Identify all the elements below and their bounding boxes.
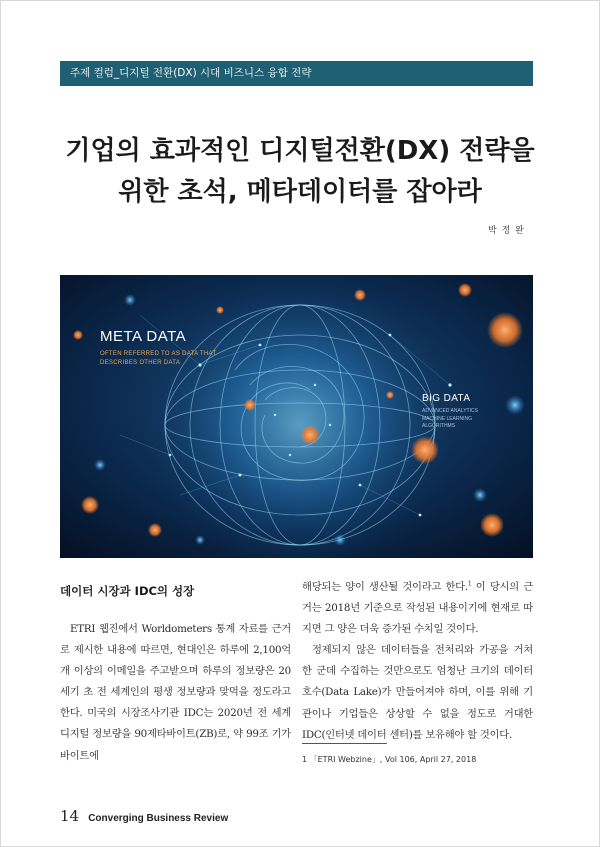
meta-data-sublabel: OFTEN REFERRED TO AS DATA THAT DESCRIBES OTHER DATA xyxy=(100,351,217,366)
column-banner: 주제 컬럼_디지털 전환(DX) 시대 비즈니스 융합 전략 xyxy=(60,61,533,86)
page-footer xyxy=(60,806,228,825)
paragraph-2-end: 이 당시의 근거는 2018년 기준으로 작성된 내용이기에 현재로 따지면 그 양은 더욱 증가된 수치일 것이다. xyxy=(302,581,533,636)
hero-image xyxy=(60,275,533,558)
footnote-ref: 1 xyxy=(467,580,472,588)
section-heading: 데이터 시장과 IDC의 성장 xyxy=(60,584,195,598)
body-paragraph-1: ETRI 웹진에서 Worldometers 통계 자료를 근거로 제시한 내용에 따르면, 현대인은 하루에 2,100억 개 이상의 이메일을 주고받으며 하루의 정보량은 20세기 초 전 세계인의 평생 정보량과 맞먹을 정도라고 한다. 미국의 시장조사기관 IDC는 2020년 전 세계 디지털 정보량을 90제타바이트(ZB)로, 약 99조 기가바이트에 xyxy=(60,623,291,762)
body-column-left xyxy=(60,619,291,767)
article-title xyxy=(0,131,600,213)
body-column-right xyxy=(302,577,533,746)
meta-data-label: META DATA xyxy=(100,328,187,345)
title-line-2: 위한 초석, 메타데이터를 잡아라 xyxy=(118,177,482,207)
page-number: 14 xyxy=(60,807,80,825)
paragraph-2-start: 해당되는 양이 생산될 것이라고 한다. xyxy=(302,581,468,593)
big-data-label: BIG DATA xyxy=(422,393,471,404)
body-paragraph-2 xyxy=(302,577,533,640)
title-line-1: 기업의 효과적인 디지털전환(DX) 전략을 xyxy=(65,136,535,166)
author-name: 박 정 완 xyxy=(488,226,525,236)
big-data-sublabel: ADVANCED ANALYTICS MACHINE LEARNING ALGORITHMS xyxy=(422,408,478,429)
publication-name: Converging Business Review xyxy=(88,813,229,824)
footnote: 1 「ETRI Webzine」, Vol 106, April 27, 2018 xyxy=(302,755,477,764)
body-paragraph-3: 정제되지 않은 데이터들을 전처리와 가공을 거쳐 한 군데 수집하는 것만으로도 엄청난 크기의 데이터 호수(Data Lake)가 만들어져야 하며, 이를 위해 기관이나 기업들은 상상할 수 없을 정도로 거대한 IDC(인터넷 데이터 센터)를 보유해야 할 것이다. xyxy=(302,644,533,741)
footnote-divider xyxy=(302,743,387,744)
